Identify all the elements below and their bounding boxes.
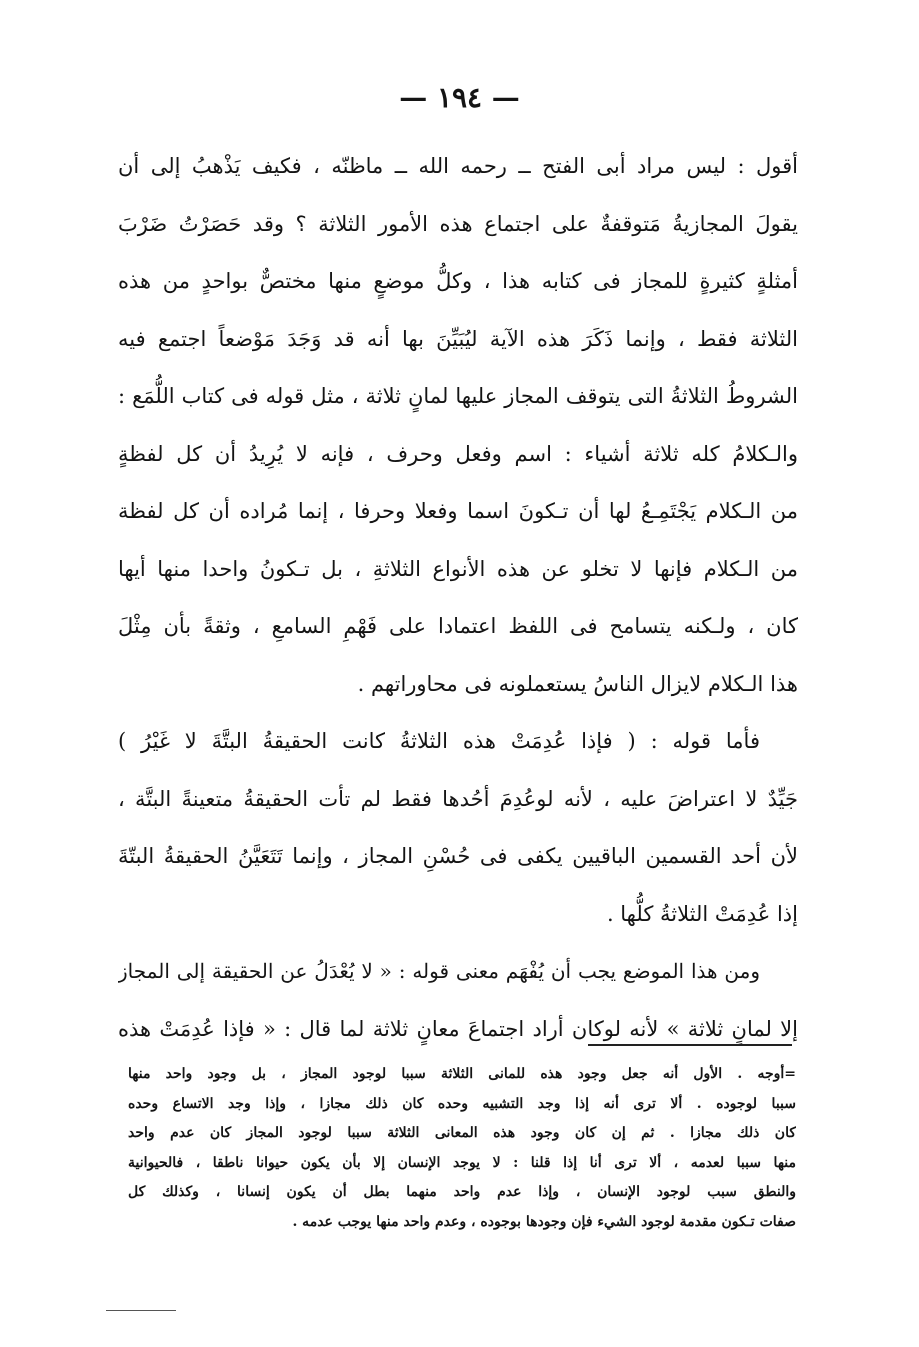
text-line: إلا لمانٍ ثلاثة » لأنه لوكان أراد اجتماعَ معانٍ ثلاثة لما قال : « فإذا عُدِمَتْ هذه — [118, 1016, 798, 1041]
text-line: كان ، ولـكنه يتسامح فى اللفظ اعتمادا على فَهْمِ السامعِ ، وثقةً بأن مِثْلَ — [118, 614, 798, 638]
footnote-line: منها سببا لعدمه ، ألا ترى أنا إذا قلنا : لا يوجد الإنسان إلا بأن يكون حيوانا ناطقا ، فالحيوانية — [128, 1154, 796, 1171]
footnote-line: كان ذلك مجازا . ثم إن كان وجود هذه المعانى الثلاثة سببا لوجود المجاز كان عدم واحد — [128, 1125, 796, 1141]
page-edge-mark — [106, 1310, 176, 1311]
footnote-line: والنطق سبب لوجود الإنسان ، وإذا عدم واحد منهما بطل أن يكون إنسانا ، وكذلك كل — [128, 1184, 796, 1200]
footnote-line: =أوجه . الأول أنه جعل وجود هذه للمانى الثلاثة سببا لوجود المجاز ، بل وجود واحد منها — [128, 1066, 796, 1082]
text-line: ومن هذا الموضع يجب أن يُفْهَم معنى قوله : « لا يُعْدَلُ عن الحقيقة إلى المجاز — [118, 959, 760, 983]
text-line: فأما قوله : ( فإذا عُدِمَتْ هذه الثلاثةُ كانت الحقيقةُ البتَّةَ لا غَيْرُ ) — [118, 729, 760, 753]
text-line: لأن أحد القسمين الباقيين يكفى فى حُسْنِ المجاز ، وإنما تَتَعَيَّنُ الحقيقةُ البتّةَ — [118, 844, 798, 868]
text-line: الشروطُ الثلاثةُ التى يتوقف المجاز عليها لمانٍ ثلاثة ، مثل قوله فى كتاب اللُّمَع : — [118, 384, 798, 408]
footnote-divider — [588, 1044, 792, 1046]
footnote-body — [128, 1060, 796, 1237]
footnote-line: سببا لوجوده . ألا ترى أنه إذا وجد التشبيه وحده كان ذلك مجازا ، وإذا وجد الاتساع وحده — [128, 1095, 796, 1112]
text-line: إذا عُدِمَتْ الثلاثةُ كلُّها . — [606, 901, 798, 926]
text-line: أقول : ليس مراد أبى الفتح ــ رحمه الله ــ ماظنّه ، فكيف يَذْهبُ إلى أن — [118, 154, 798, 178]
text-line: جَيِّدٌ لا اعتراضَ عليه ، لأنه لوعُدِمَ أحُدها فقط لم تأت الحقيقةُ متعينةً البتَّة ، — [118, 786, 798, 811]
text-line: هذا الـكلام لايزال الناسُ يستعملونه فى محاوراتهم . — [357, 671, 798, 696]
footnote-line: صفات تـكون مقدمة لوجود الشيء فإن وجودها بوجوده ، وعدم واحد منها يوجب عدمه . — [292, 1213, 796, 1230]
main-text-body — [118, 138, 798, 1058]
text-line: والـكلامُ كله ثلاثة أشياء : اسم وفعل وحرف ، فإنه لا يُرِيدُ أن كل لفظةٍ — [118, 441, 798, 466]
text-line: الثلاثة فقط ، وإنما ذَكَرَ هذه الآية ليُبَيِّنَ بها أنه قد وَجَدَ مَوْضعاً اجتمع فيه — [118, 326, 798, 351]
text-line: أمثلةٍ كثيرةٍ للمجاز فى كتابه هذا ، وكلُّ موضعٍ منها مختصٌّ بواحدٍ من هذه — [118, 269, 798, 293]
text-line: يقولَ المجازيةُ مَتوقفةٌ على اجتماع هذه الأمور الثلاثة ؟ وقد حَصَرْتُ ضَرْبَ — [118, 211, 798, 236]
page-number: — ١٩٤ — — [399, 81, 520, 114]
text-line: من الـكلام يَجْتَمِـعُ لها أن تـكونَ اسما وفعلا وحرفا ، إنما مُراده أن كل لفظة — [118, 499, 798, 523]
text-line: من الـكلام فإنها لا تخلو عن هذه الأنواع الثلاثةِ ، بل تـكونُ واحدا منها أيها — [118, 556, 798, 581]
